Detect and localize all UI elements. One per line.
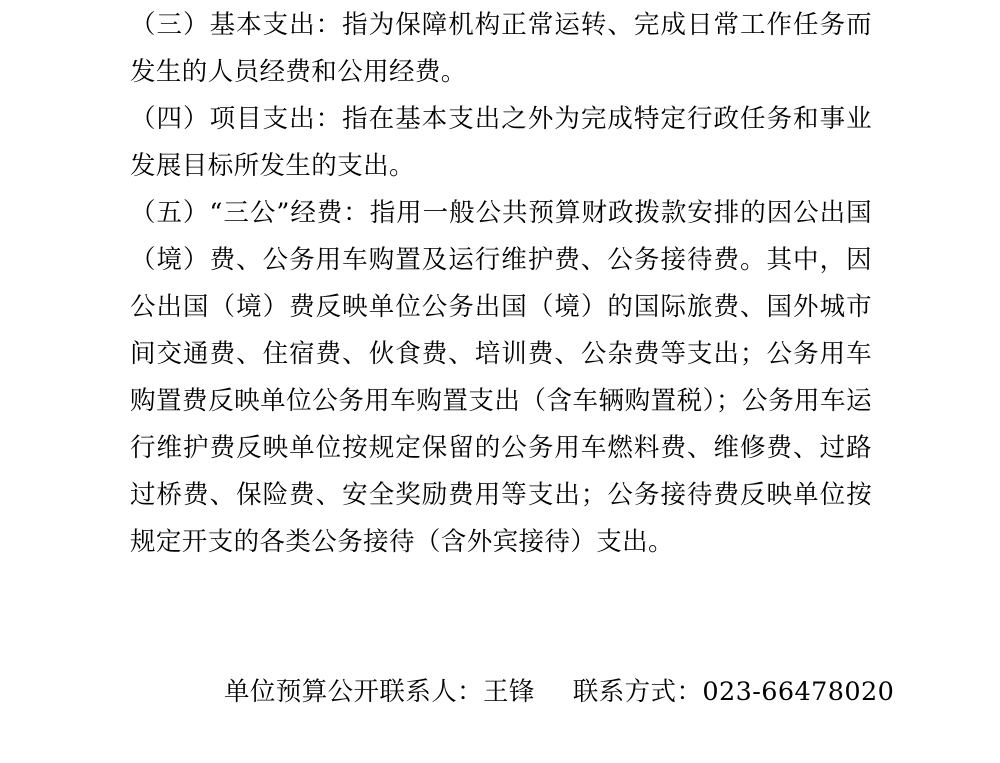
contact-person: 单位预算公开联系人：王锋 [224,677,535,707]
contact-method: 联系方式：023-66478020 [572,677,895,707]
paragraph-project-expenditure: （四）项目支出：指在基本支出之外为完成特定行政任务和事业发展目标所发生的支出。 [130,104,872,181]
contact-block [130,622,895,763]
paragraph-three-public-funds: （五）“三公”经费：指用一般公共预算财政拨款安排的因公出国（境）费、公务用车购置及运行维护费、公务接待费。其中，因公出国（境）费反映单位公务出国（境）的国际旅费、国外城市间交通费、住宿费、伙食费、培训费、公杂费等支出；公务用车购置费反映单位公务用车购置支出（含车辆购置税）；公务用车运行维护费反映单位按规定保留的公务用车燃料费、维修费、过路过桥费、保险费、安全奖励费用等支出；公务接待费反映单位按规定开支的各类公务接待（含外宾接待）支出。 [130,198,872,557]
paragraph-basic-expenditure: （三）基本支出：指为保障机构正常运转、完成日常工作任务而发生的人员经费和公用经费。 [130,10,872,87]
